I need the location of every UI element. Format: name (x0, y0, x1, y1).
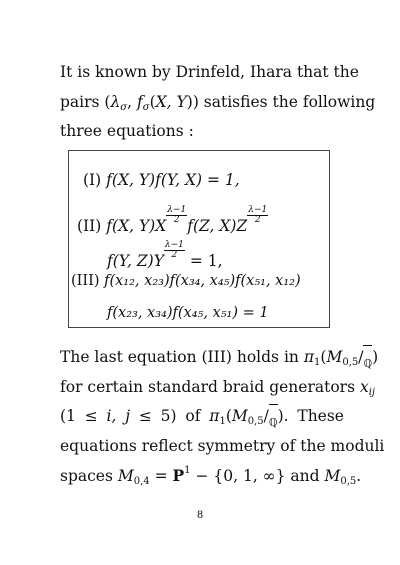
body-paragraph (60, 343, 385, 492)
equation-1: (I) f(X, Y)f(Y, X) = 1, (83, 171, 240, 189)
intro-line-2: pairs ($\lambda_\sigma$, $f_\sigma(X$, Y)) satisfies the following (60, 92, 376, 113)
body-line-1: The last equation (III) holds in $\pi_1(M_{0,5}/$ $_ℚ$) (60, 343, 344, 373)
intro-line-3: three equations : (60, 122, 194, 140)
intro-paragraph (60, 58, 376, 147)
equation-3-line-2: f(x₂₃, x₃₄)f(x₄₅, x₅₁) = 1 (107, 305, 269, 321)
equations-box (68, 150, 330, 328)
equation-2-line-1: (II) f(X, Y)X $\frac{\lambda-1}{2}$ f(Z, X)Z $\frac{\lambda-1}{2}$ (77, 205, 268, 235)
equation-2-line-2: f(Y, Z)Y $\frac{\lambda-1}{2}$ = 1, (107, 240, 223, 270)
equation-3-line-1: (III) f(x₁₂, x₂₃)f(x₃₄, x₄₅)f(x₅₁, x₁₂) (71, 273, 301, 289)
body-line-5: spaces $M_{0,4} = P^1 - \{0$, 1, ∞} and $M_{0,5}$. (60, 465, 362, 487)
page-number: 8 (196, 510, 204, 521)
intro-line-1: It is known by Drinfeld, Ihara that the (60, 63, 359, 81)
body-line-2: for certain standard braid generators $x_{ij}$ (60, 377, 376, 398)
body-line-3: (1 ≤ i, j ≤ 5) of $\pi_1(M_{0,5}/$ $_ℚ$). These (60, 402, 344, 432)
body-line-4: equations reflect symmetry of the moduli (60, 436, 385, 455)
